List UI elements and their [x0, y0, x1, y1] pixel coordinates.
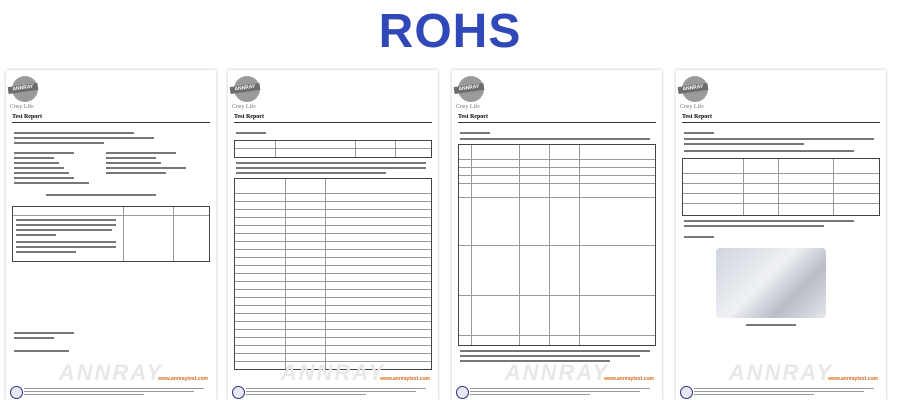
accreditation-icon [10, 386, 23, 399]
report-page-3 [452, 70, 662, 400]
report-header [682, 114, 880, 123]
report-header-title: Test Report [682, 114, 712, 120]
logo-band: ANNRAY [678, 83, 709, 94]
site-link[interactable]: www.annraytest.com [158, 376, 208, 382]
report-page-4 [676, 70, 886, 400]
page-footer [10, 386, 212, 398]
watermark: ANNRAY [280, 360, 386, 385]
watermark: ANNRAY [58, 360, 164, 385]
report-header-title: Test Report [458, 114, 488, 120]
report-header-title: Test Report [234, 114, 264, 120]
report-header [12, 114, 210, 123]
logo-band: ANNRAY [454, 83, 485, 94]
page-title: ROHS [378, 5, 522, 58]
report-header-title: Test Report [12, 114, 42, 120]
report-page-1 [6, 70, 216, 400]
logo-band: ANNRAY [8, 83, 39, 94]
site-link[interactable]: www.annraytest.com [604, 376, 654, 382]
results-table [234, 178, 432, 370]
report-page-2 [228, 70, 438, 400]
sample-photo [716, 248, 826, 318]
page-footer [232, 386, 434, 398]
phthalate-table [682, 158, 880, 216]
site-link[interactable]: www.annraytest.com [380, 376, 430, 382]
report-header [458, 114, 656, 123]
logo-subtitle: Cnsy Life [456, 104, 480, 110]
accreditation-icon [232, 386, 245, 399]
logo-subtitle: Cnsy Life [232, 104, 256, 110]
site-link[interactable]: www.annraytest.com [828, 376, 878, 382]
sample-table [234, 140, 432, 158]
logo-subtitle: Cnsy Life [680, 104, 704, 110]
page-footer [680, 386, 882, 398]
watermark: ANNRAY [728, 360, 834, 385]
limits-table [458, 144, 656, 346]
logo-band: ANNRAY [230, 83, 261, 94]
report-header [234, 114, 432, 123]
conclusion-table [12, 206, 210, 262]
watermark: ANNRAY [504, 360, 610, 385]
accreditation-icon [680, 386, 693, 399]
accreditation-icon [456, 386, 469, 399]
page-footer [456, 386, 658, 398]
logo-subtitle: Cnsy Life [10, 104, 34, 110]
